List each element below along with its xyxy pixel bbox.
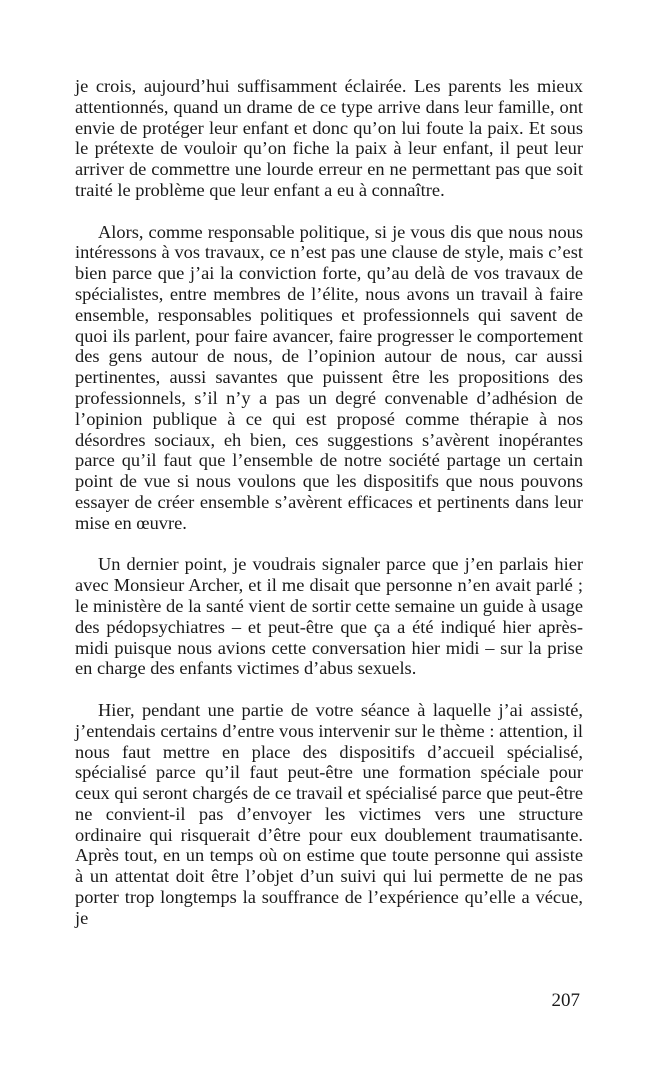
paragraph-guide-pedopsychiatres: Un dernier point, je voudrais signaler parce que j’en parlais hier avec Monsieur Archer, et il me disait que personne n’en avait parlé ; le ministère de la santé vient de sortir cette semaine un guide à usage des pédopsychiatres – et peut-être que ça a été indiqué hier après-midi puisque nous avions cette conversation hier midi – sur la prise en charge des enfants victimes d’abus sexuels. — [75, 554, 583, 679]
body-text — [75, 76, 583, 949]
page-number: 207 — [551, 990, 580, 1011]
paragraph-continuation: je crois, aujourd’hui suffisamment éclairée. Les parents les mieux attentionnés, quand un drame de ce type arrive dans leur famille, ont envie de protéger leur enfant et donc qu’on lui foute la paix. Et sous le prétexte de vouloir qu’on fiche la paix à leur enfant, il peut leur arriver de commettre une lourde erreur en ne permettant pas que soit traité le problème que leur enfant a eu à connaître. — [75, 76, 583, 200]
paragraph-dispositifs-accueil: Hier, pendant une partie de votre séance à laquelle j’ai assisté, j’entendais certains d’entre vous intervenir sur le thème : attention, il nous faut mettre en place des dispositifs d’accueil spécialisé, spécialisé parce qu’il faut peut-être une formation spéciale pour ceux qui seront chargés de ce travail et spécialisé parce que peut-être ne convient-il pas d’envoyer les victimes vers une structure ordinaire qui risquerait d’être pour eux doublement traumatisante. Après tout, en un temps où on estime que toute personne qui assiste à un attentat doit être l’objet d’un suivi qui lui permette de ne pas porter trop longtemps la souffrance de l’expérience qu’elle a vécue, je — [75, 699, 583, 928]
paragraph-political-responsibility: Alors, comme responsable politique, si je vous dis que nous nous intéressons à vos travaux, ce n’est pas une clause de style, mais c’est bien parce que j’ai la conviction forte, qu’au delà de vos travaux de spécialistes, entre membres de l’élite, nous avons un travail à faire ensemble, responsables politiques et professionnels qui savent de quoi ils parlent, pour faire avancer, faire progresser le comportement des gens autour de nous, de l’opinion autour de nous, car aussi pertinentes, aussi savantes que puissent être les propositions des professionnels, s’il n’y a pas un degré convenable d’adhésion de l’opinion publique à ce qui est proposé comme thérapie à nos désordres sociaux, eh bien, ces suggestions s’avèrent inopérantes parce qu’il faut que l’ensemble de notre société partage un certain point de vue si nous voulons que les dispositifs que nous pouvons essayer de créer ensemble s’avèrent efficaces et pertinents dans leur mise en œuvre. — [75, 221, 583, 533]
